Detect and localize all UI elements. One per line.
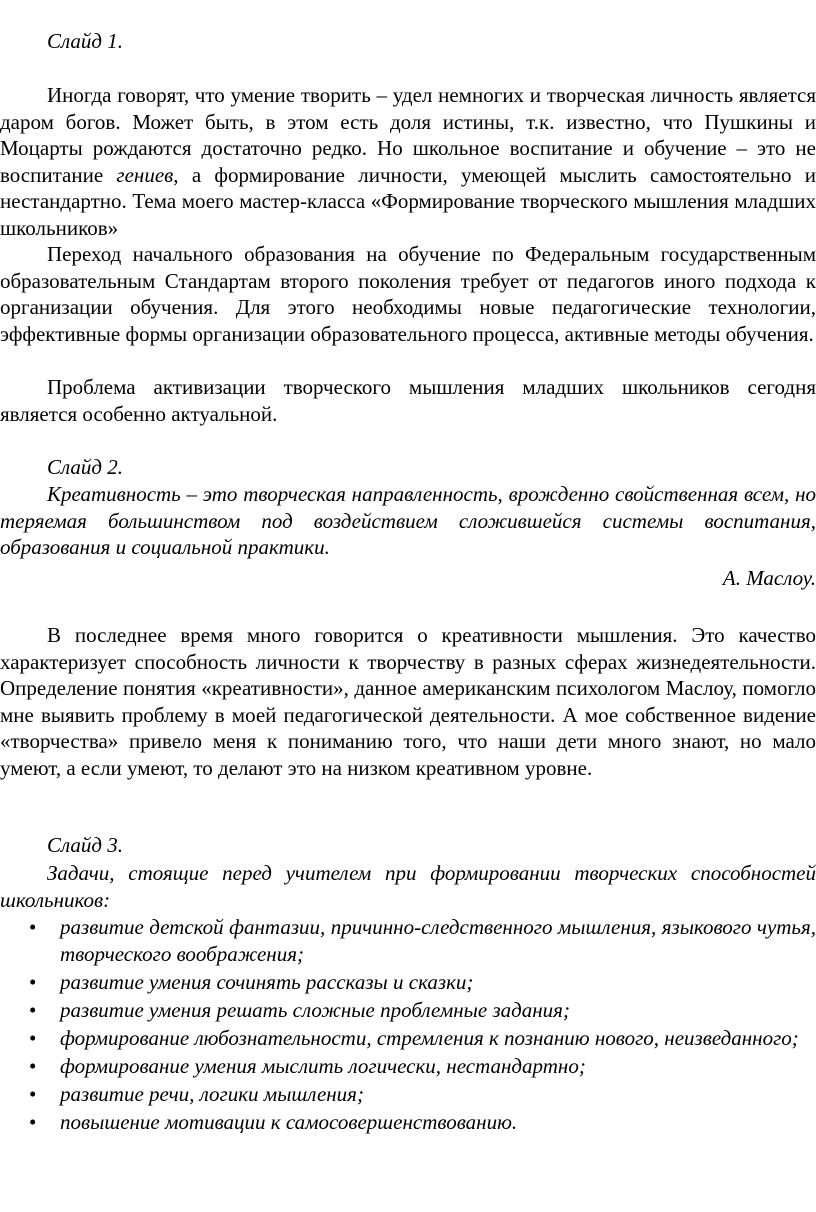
list-item (0, 969, 816, 996)
slide-3-title: Слайд 3. (47, 833, 124, 857)
bullet-icon: • (29, 997, 37, 1022)
list-item-text: развитие умения решать сложные проблемные задания; (60, 997, 570, 1022)
slide-1-paragraph-1 (0, 82, 816, 241)
bullet-icon: • (29, 1081, 37, 1106)
slide-2-quote: Креативность – это творческая направленность, врожденно свойственная всем, но теряемая большинством под воздействием сложившейся системы воспитания, образования и социальной практики. (0, 482, 816, 559)
slide-1-paragraph-1-part-a: Иногда говорят, что умение творить – удел немногих и творческая личность является даром богов. Может быть, в этом есть доля истины, т.к. известно, что Пушкины и Моцарты рождаются достаточно редко. Но школьное воспитание и обучение – это не воспитание (0, 83, 816, 187)
slide-1-paragraph-1-part-b: , а формирование личности, умеющей мыслить самостоятельно и нестандартно. Тема моего мастер-класса «Формирование творческого мышления младших школьников» (0, 162, 816, 240)
list-item-text: повышение мотивации к самосовершенствованию. (60, 1109, 518, 1134)
list-item (0, 914, 816, 967)
list-item (0, 1053, 816, 1080)
list-item (0, 1109, 816, 1136)
list-item-text: формирование любознательности, стремления к познанию нового, неизведанного; (60, 1025, 799, 1050)
bullet-icon: • (29, 969, 37, 994)
bullet-icon: • (29, 915, 37, 939)
bullet-icon: • (29, 1053, 37, 1078)
list-item-text: развитие детской фантазии, причинно-следственного мышления, языкового чутья, творческого воображения; (60, 915, 816, 966)
slide-1-paragraph-1-emphasis: гениев (116, 162, 174, 187)
bullet-icon: • (29, 1025, 37, 1050)
list-item-text: развитие речи, логики мышления; (60, 1081, 364, 1106)
slide-2-paragraph-1: В последнее время много говорится о креативности мышления. Это качество характеризует способность личности к творчеству в разных сферах жизнедеятельности. Определение понятия «креативности», данное американским психологом Маслоу, помогло мне выявить проблему в моей педагогической деятельности. А мое собственное видение «творчества» привело меня к пониманию того, что наши дети много знают, но мало умеют, а если умеют, то делают это на низком креативном уровне. (0, 623, 816, 780)
list-item-text: формирование умения мыслить логически, нестандартно; (60, 1053, 586, 1078)
list-item (0, 997, 816, 1024)
bullet-icon: • (29, 1109, 37, 1134)
slide-2-title: Слайд 2. (47, 455, 124, 479)
slide-1-title: Слайд 1. (47, 29, 124, 53)
list-item-text: развитие умения сочинять рассказы и сказки; (60, 969, 474, 994)
slide-2-quote-author: А. Маслоу. (722, 566, 816, 590)
slide-1-paragraph-3: Проблема активизации творческого мышления младших школьников сегодня является особенно актуальной. (0, 375, 816, 426)
slide-1-paragraph-2: Переход начального образования на обучение по Федеральным государственным образовательным Стандартам второго поколения требует от педагогов иного подхода к организации обучения. Для этого необходимы новые педагогические технологии, эффективные формы организации образовательного процесса, активные методы обучения. (0, 242, 816, 346)
slide-3-intro: Задачи, стоящие перед учителем при формировании творческих способностей школьников: (0, 861, 816, 912)
list-item (0, 1081, 816, 1108)
list-item (0, 1025, 816, 1052)
slide-3-task-list (0, 914, 816, 1137)
